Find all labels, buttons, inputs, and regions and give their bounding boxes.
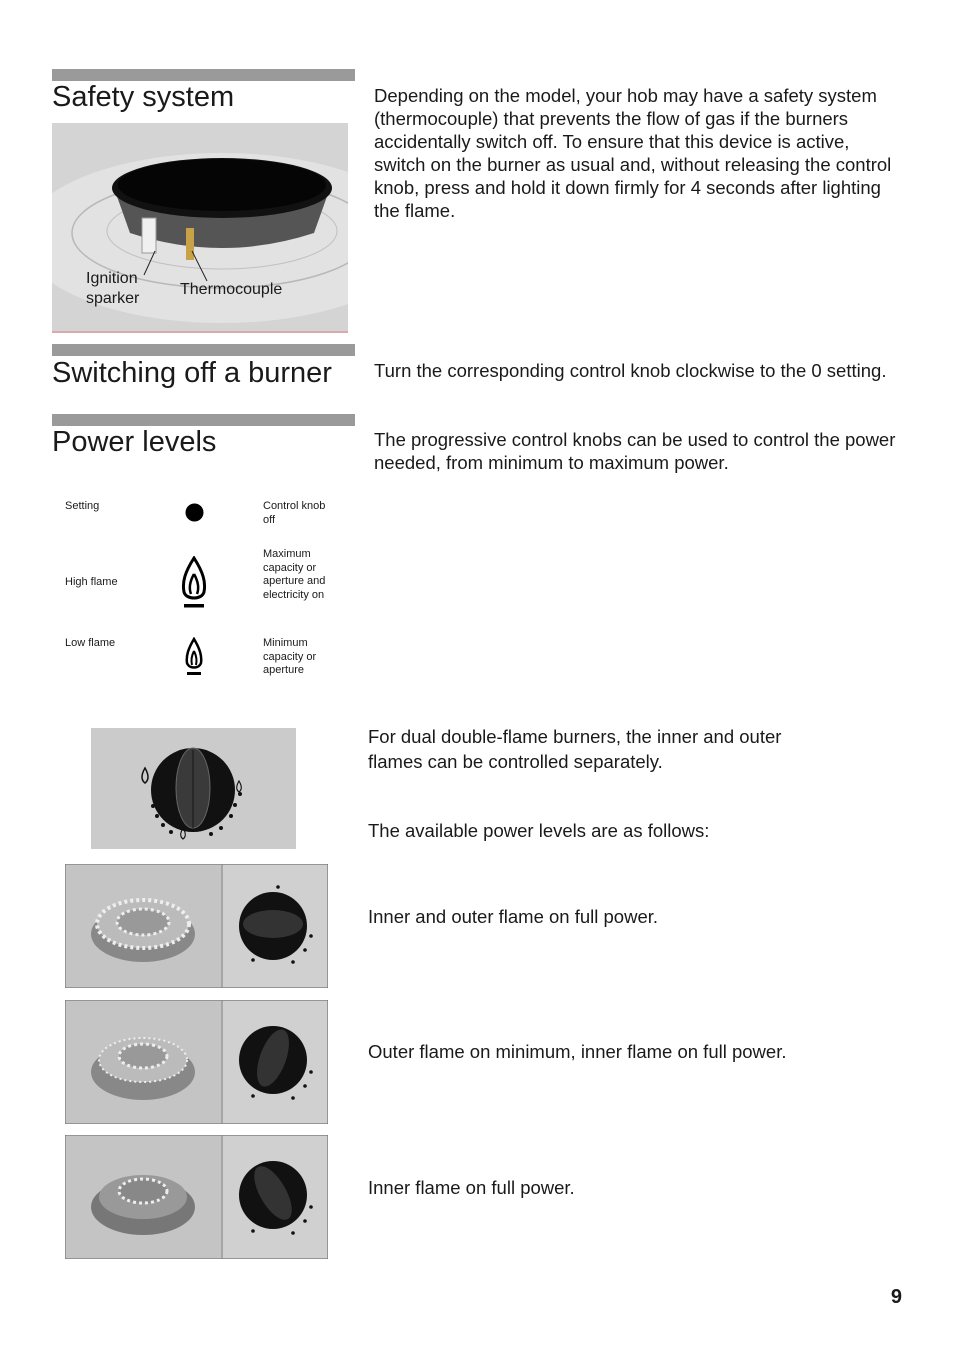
level-1-text: Inner and outer flame on full power.: [368, 906, 659, 927]
thermocouple-photo: [52, 123, 348, 333]
burner-level-2-photo: [65, 1000, 328, 1124]
heading-power-levels: Power levels: [52, 426, 217, 458]
table-row-high-label: High flame: [65, 576, 118, 588]
table-row-setting-desc: Control knob off: [263, 500, 326, 526]
off-dot-icon: [185, 503, 204, 527]
safety-system-text: Depending on the model, your hob may have a safety system (thermocouple) that prevents the flow of gas if the burners accidentally switch off. To ensure that this device is active, switch on the burner as usual and, without releasing the control knob, press and hold it down firmly for 4 seconds after lighting the flame.: [374, 85, 892, 221]
level-2-text: Outer flame on minimum, inner flame on full power.: [368, 1041, 787, 1062]
label-ignition-sparker: Ignition sparker: [86, 270, 140, 307]
table-row-setting-label: Setting: [65, 500, 100, 512]
table-row-low-label: Low flame: [65, 637, 116, 649]
table-row-low-desc: Minimum capacity or aperture: [263, 637, 317, 676]
dual-burner-text: For dual double-flame burners, the inner and outer flames can be controlled separately.: [368, 726, 782, 772]
switching-off-text: Turn the corresponding control knob clockwise to the 0 setting.: [374, 360, 887, 381]
section-bar-switching-off: [52, 344, 355, 356]
burner-level-1-photo: [65, 864, 328, 988]
low-flame-icon: [185, 637, 203, 682]
table-row-high-desc: Maximum capacity or aperture and electricity on: [263, 548, 326, 601]
heading-switching-off: Switching off a burner: [52, 357, 332, 389]
level-3-text: Inner flame on full power.: [368, 1177, 575, 1198]
heading-safety-system: Safety system: [52, 81, 235, 113]
high-flame-icon: [181, 556, 207, 615]
page-number: 9: [890, 1286, 902, 1308]
dual-knob-photo: [91, 728, 296, 849]
available-levels-text: The available power levels are as follows:: [368, 820, 710, 841]
power-levels-text: The progressive control knobs can be used to control the power needed, from minimum to maximum power.: [374, 429, 896, 473]
burner-level-3-photo: [65, 1135, 328, 1259]
label-thermocouple: Thermocouple: [180, 281, 283, 298]
